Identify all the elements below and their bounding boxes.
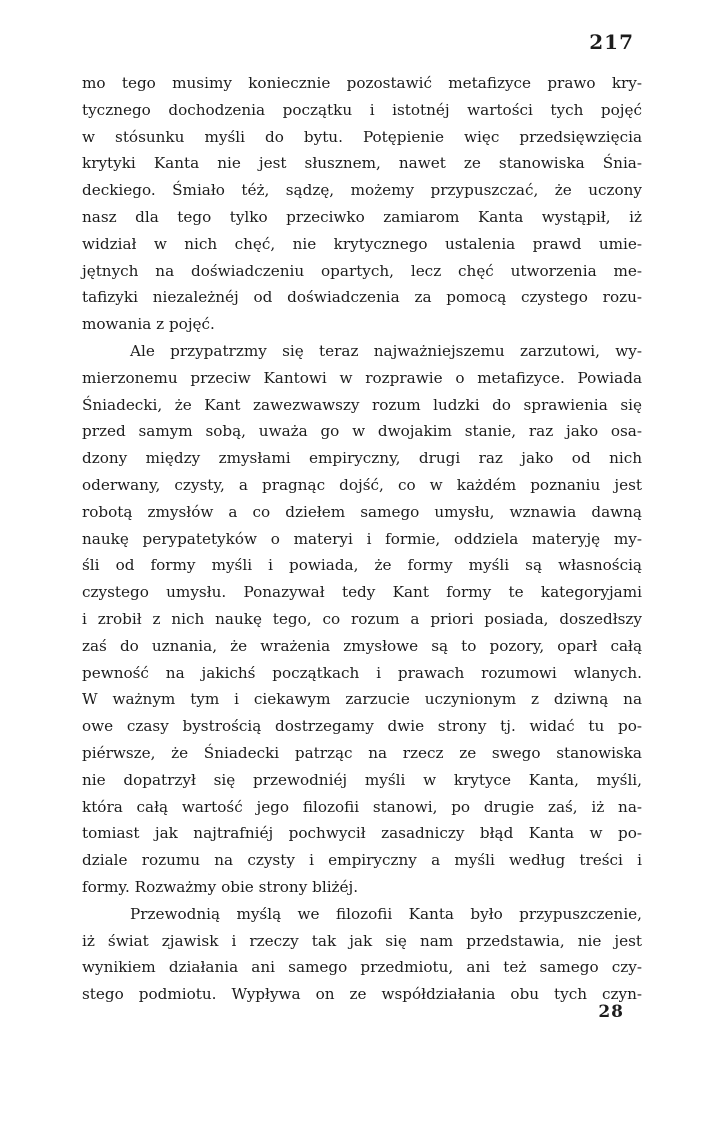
text-line: w stósunku myśli do bytu. Potępienie więc przedsięwzięcia (82, 127, 642, 146)
text-line: Przewodnią myślą we filozofii Kanta było przypuszczenie, (130, 904, 642, 923)
text-line: Ale przypatrzmy się teraz najważniejszemu zarzutowi, wy- (130, 341, 642, 360)
text-line: która całą wartość jego filozofii stanowi, po drugie zaś, iż na- (82, 797, 642, 816)
text-line: mierzonemu przeciw Kantowi w rozprawie o metafizyce. Powiada (82, 368, 642, 387)
signature-mark: 28 (598, 1002, 624, 1022)
text-line: iż świat zjawisk i rzeczy tak jak się nam przedstawia, nie jest (82, 931, 642, 950)
text-line: tycznego dochodzenia początku i istotnéj wartości tych pojęć (82, 100, 642, 119)
text-line: mowania z pojęć. (82, 315, 215, 334)
text-line: pewność na jakichś początkach i prawach rozumowi wlanych. (82, 663, 642, 682)
text-line: śli od formy myśli i powiada, że formy myśli są własnością (82, 556, 642, 575)
text-line: przed samym sobą, uważa go w dwojakim stanie, raz jako osa- (82, 422, 642, 441)
text-line: nasz dla tego tylko przeciwko zamiarom Kanta wystąpił, iż (82, 207, 642, 226)
text-line: owe czasy bystrością dostrzegamy dwie strony tj. widać tu po- (82, 717, 642, 736)
text-line: jętnych na doświadczeniu opartych, lecz chęć utworzenia me- (82, 261, 642, 280)
page-number: 217 (589, 30, 634, 54)
text-line: deckiego. Śmiało téż, sądzę, możemy przypuszczać, że uczony (82, 181, 642, 200)
text-line: widział w nich chęć, nie krytycznego ustalenia prawd umie- (82, 234, 642, 253)
text-line: krytyki Kanta nie jest słusznem, nawet ze stanowiska Śnia- (82, 154, 642, 173)
text-line: dzony między zmysłami empiryczny, drugi raz jako od nich (82, 449, 642, 468)
text-line: wynikiem działania ani samego przedmiotu, ani też samego czy- (82, 958, 642, 977)
text-line: tomiast jak najtrafniéj pochwycił zasadniczy błąd Kanta w po- (82, 824, 642, 843)
paragraph (82, 338, 642, 901)
text-line: W ważnym tym i ciekawym zarzucie uczynionym z dziwną na (82, 690, 642, 709)
text-line: tafizyki niezależnéj od doświadczenia za pomocą czystego rozu- (82, 288, 642, 307)
text-line: formy. Rozważmy obie strony bliżéj. (82, 877, 359, 896)
text-line: oderwany, czysty, a pragnąc dojść, co w każdém poznaniu jest (82, 475, 642, 494)
text-line: dziale rozumu na czysty i empiryczny a myśli według treści i (82, 851, 642, 870)
text-line: naukę perypatetyków o materyi i formie, oddziela materyję my- (82, 529, 642, 548)
paragraph (82, 901, 642, 1008)
text-line: piérwsze, że Śniadecki patrząc na rzecz ze swego stanowiska (82, 743, 642, 762)
text-line: Śniadecki, że Kant zawezwawszy rozum ludzki do sprawienia się (82, 395, 642, 414)
paragraph (82, 70, 642, 338)
body-text (82, 70, 642, 1008)
text-line: mo tego musimy koniecznie pozostawić metafizyce prawo kry- (82, 74, 642, 92)
text-line: i zrobił z nich naukę tego, co rozum a priori posiada, doszedłszy (82, 609, 642, 628)
text-line: czystego umysłu. Ponazywał tedy Kant formy te kategoryjami (82, 583, 642, 602)
text-line: nie dopatrzył się przewodniéj myśli w krytyce Kanta, myśli, (82, 770, 642, 789)
text-line: robotą zmysłów a co dziełem samego umysłu, wznawia dawną (82, 502, 642, 521)
text-line: zaś do uznania, że wrażenia zmysłowe są to pozory, oparł całą (82, 636, 642, 655)
text-line: stego podmiotu. Wypływa on ze współdziałania obu tych czyn- (82, 985, 642, 1004)
